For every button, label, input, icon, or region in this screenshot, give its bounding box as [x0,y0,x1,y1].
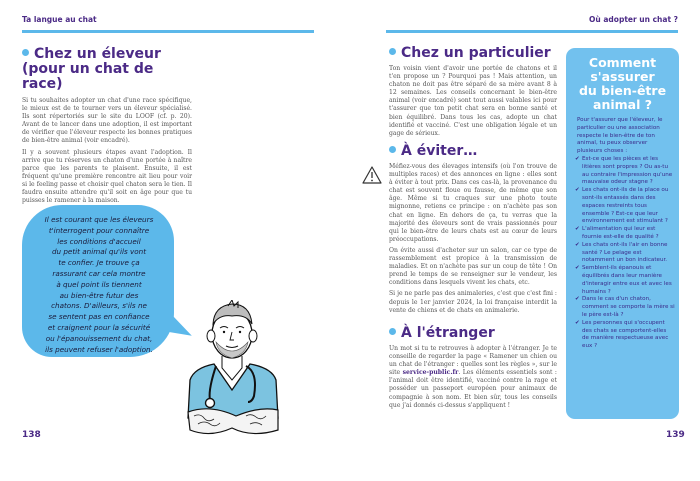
speech-bubble-text: Il est courant que les éleveurs t'interrogent pour connaître les conditions d'accueil du petit animal qu'ils vont te confier. Je trouve ça rassurant car cela montre à quel point ils tiennent au bien-être futur des chatons. D'ailleurs, s'ils ne se sentent pas en confiance et craignent pour la sécurité ou l'épanouissement du chat, ils peuvent refuser l'adoption. [44,215,154,354]
check-icon: ✔ [575,156,580,162]
check-icon: ✔ [575,265,580,272]
section-title: À l'étranger [389,326,557,341]
check-icon: ✔ [575,226,580,233]
sidebox-title: Comment s'assurer du bien-être animal ? [578,55,667,112]
checklist-item: ✔ Dans le cas d'un chaton, comment se comporte la mère si le père est-là ? [575,296,675,318]
checklist-item: ✔ Est-ce que les pièces et les litières sont propres ? Ou as-tu au contraire l'impression qu'une mauvaise odeur stagne ? [575,156,673,186]
paragraph: Si tu souhaites adopter un chat d'une race spécifique, le mieux est de te tourner vers un éleveur spécialisé. Ils sont répertoriés sur le site du LOOF (cf. p. 20). Avant de te lancer dans une adoption, il est important de vérifier que l'éleveur respecte les bonnes pratiques de bien-être animal (voir encadré). [22,97,192,145]
running-head-right: Où adopter un chat ? [589,15,678,24]
checklist-item: ✔ L'alimentation qui leur est fournie est-elle de qualité ? [575,226,659,240]
checklist-item: ✔ Semblent-ils épanouis et équilibrés dans leur manière d'interagir entre eux et avec les humains ? [575,265,672,295]
check-icon: ✔ [575,187,580,194]
section-title: Chez un particulier [389,46,557,61]
bullet-dot-icon [389,328,396,335]
bullet-dot-icon [22,49,29,56]
checklist-item: ✔ Les chats ont-ils de la place ou sont-ils entassés dans des espaces restreints tous ensemble ? Est-ce que leur environnement est stimulant ? [575,187,669,225]
service-public-link[interactable]: service-public.fr [402,369,459,377]
paragraph: Il y a souvent plusieurs étapes avant l'adoption. Il arrive que tu réserves un chaton d'une portée à naître parce que les parents te plaisent. Ensuite, il est fréquent qu'une première rencontre ait lieu pour voir si le feeling passe et choisir quel chaton sera le tien. Il faudra ensuite attendre qu'il soit en âge pour que tu puisses le ramener à la maison. [22,148,192,205]
veterinarian-illustration [180,300,290,440]
paragraph: Un mot si tu te retrouves à adopter à l'étranger. Je te conseille de regarder la page « Ramener un chien ou un chat de l'étranger : quelles sont les règles », sur le site service-public.fr. Les éléments essentiels sont : l'animal doit être identifié, vacciné contre la rage et posséder un passeport européen pour animaux de compagnie à son nom. Et bien sûr, tous les conseils que j'ai donnés ci-dessus s'appliquent ! [389,345,557,409]
check-icon: ✔ [575,319,580,326]
section-avoid [389,144,557,318]
checklist-item: ✔ Les personnes qui s'occupent des chats se comportent-elles de manière respectueuse avec eux ? [575,319,669,350]
header-rule [386,30,678,33]
sidebox-intro: Pour t'assurer que l'éleveur, le particulier ou une association respecte le bien-être de ton animal, tu peux observer plusieurs choses : [577,117,663,155]
header-rule [22,30,314,33]
check-icon: ✔ [575,241,580,248]
paragraph: Méfiez-vous des élevages intensifs (où l'on trouve de multiples races) et des annonces en ligne : elles sont à éviter à tout prix. Dans ces cas-là, la provenance du chat est souvent floue ou fausse, de même que son âge. Même si tu craques sur une photo toute mignonne, retiens ce principe : on n'achète pas son chat en ligne. En dehors de ça, tu verras que la majorité des éleveurs sont de vrais passionnés pour qui le bien-être de leurs chats est au cœur de leurs préoccupations. [389,163,557,243]
paragraph: Ton voisin vient d'avoir une portée de chatons et il t'en propose un ? Pourquoi pas ! Mais attention, un chaton ne doit pas être séparé de sa mère avant 8 à 12 semaines. Les conseils concernant le bien-être animal (voir encadré) sont tout aussi valables ici pour t'assurer que ton petit chat sera en bonne santé et bien équilibré. Dans tous les cas, adopte un chat identifié et vacciné. C'est une obligation légale et un gage de sérieux. [389,65,557,137]
section-private [389,46,557,141]
section-breeder [22,47,192,208]
page-number-left: 138 [22,430,41,440]
page-number-right: 139 [666,430,685,440]
running-head-left: Ta langue au chat [22,15,97,24]
section-abroad [389,326,557,413]
paragraph: On évite aussi d'acheter sur un salon, car ce type de rassemblement est propice à la transmission de maladies. Et on n'achète pas sur un coup de tête ! On prend le temps de se renseigner sur le vendeur, les conditions dans lesquels vivent les chats, etc. [389,246,557,287]
check-icon: ✔ [575,296,580,303]
checklist-item: ✔ Les chats ont-ils l'air en bonne santé ? Le pelage est notamment un bon indicateur. [575,241,668,264]
bullet-dot-icon [389,146,396,153]
section-title: Chez un éleveur [22,47,192,62]
paragraph: Si je ne parle pas des animaleries, c'est que c'est fini : depuis le 1er janvier 2024, la loi française interdit la vente de chiens et de chats en animalerie. [389,290,557,314]
section-title: À éviter… [389,144,557,159]
warning-icon [362,166,382,184]
section-title-line2: (pour un chat de race) [22,61,154,92]
sidebox-checklist [575,156,675,351]
bullet-dot-icon [389,48,396,55]
